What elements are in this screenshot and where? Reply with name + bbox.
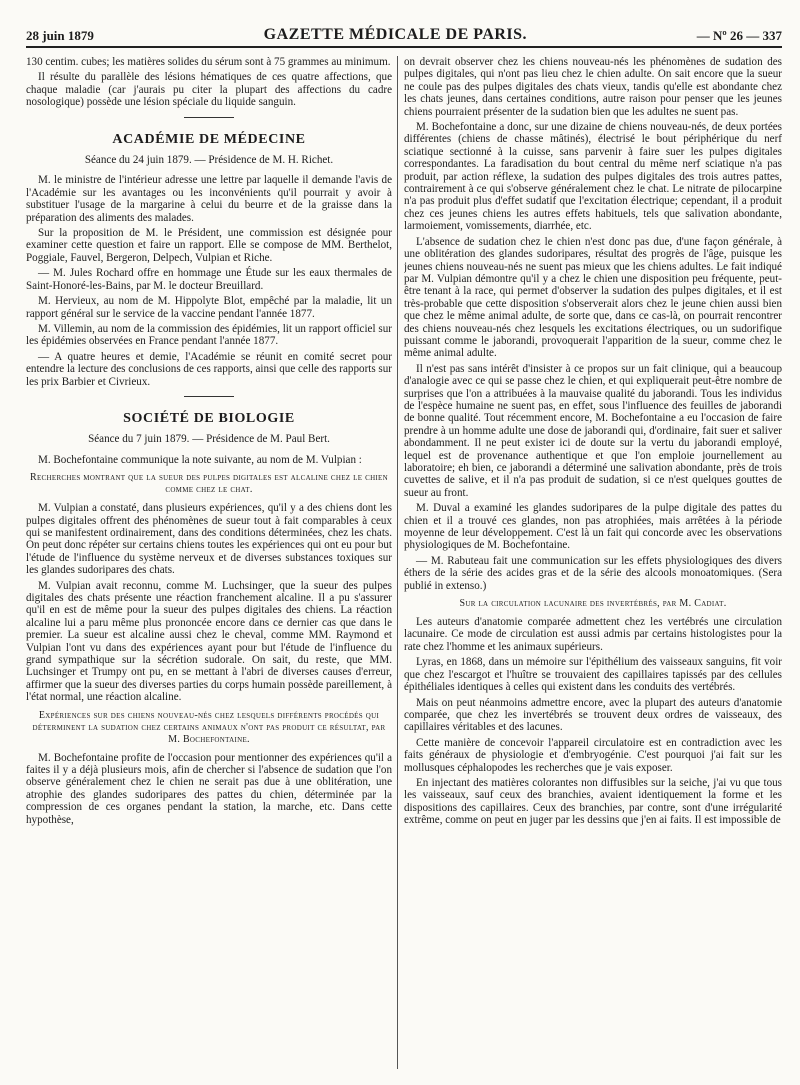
- left-column: [26, 56, 392, 1069]
- section-separator: [184, 117, 234, 118]
- paragraph: M. Vulpian avait reconnu, comme M. Luchsinger, que la sueur des pulpes digitales des chats présente une réaction franchement alcaline. Il a pu s'assurer qu'il en est de même pour la sueur des pulpes digitales des chiens. La réaction alcaline lui a paru même plus prononcée encore dans ce dernier cas que dans le premier. La sueur est alcaline aussi chez le cheval, comme MM. Raymond et Vulpian l'ont vu dans des expériences ayant pour but l'étude de l'influence du grand sympathique sur la sécrétion sudorale. On sait, du reste, que MM. Luchsinger et Trumpy ont pu, en se mettant à l'abri de diverses causes d'erreur, affirmer que la sueur des diverses parties du corps humain possède pareillement, à l'état normal, une réaction alcaline.: [26, 579, 392, 704]
- paragraph: — M. Rabuteau fait une communication sur les effets physiologiques des divers éthers de la série des acides gras et de la série des alcools monoatomiques. (Sera publié in extenso.): [404, 554, 782, 592]
- paragraph: M. le ministre de l'intérieur adresse une lettre par laquelle il demande l'avis de l'Académie sur les avantages ou les inconvénients qu'il pourrait y avoir à substituer l'usage de la margarine à celui du beurre et de la graisse dans la préparation des aliments des malades.: [26, 174, 392, 224]
- paragraph: Lyras, en 1868, dans un mémoire sur l'épithélium des vaisseaux sanguins, fit voir que chez l'escargot et l'huître se trouvaient des capillaires tapissés par des cellules épithéliales identiques à celles qui existent dans les conduits des vertébrés.: [404, 656, 782, 694]
- paragraph: M. Bochefontaine communique la note suivante, au nom de M. Vulpian :: [38, 453, 362, 466]
- paragraph: Cette manière de concevoir l'appareil circulatoire est en contradiction avec les faits généraux de physiologie et d'embryogénie. C'est pourquoi j'ai fait sur les mollusques céphalopodes les recherches que je vais exposer.: [404, 736, 782, 774]
- paragraph: 130 centim. cubes; les matières solides du sérum sont à 75 grammes au minimum.: [26, 56, 391, 68]
- paragraph: M. Vulpian a constaté, dans plusieurs expériences, qu'il y a des chiens dont les pulpes digitales offrent des phénomènes de sueur tout à fait comparables à ceux qui se manifestent ordinairement, dans des conditions déterminées, chez les chats. On peut donc répéter sur certains chiens toutes les expériences qui ont eu pour but l'étude de l'influence du système nerveux et de diverses substances toxiques sur les glandes sudoripares des chats.: [26, 502, 392, 577]
- paragraph: Sur la proposition de M. le Président, une commission est désignée pour examiner cette question et faire un rapport. Elle se compose de MM. Berthelot, Poggiale, Fauvel, Bergeron, Delpech, Vulpian et Riche.: [26, 227, 392, 264]
- paragraph: M. Hervieux, au nom de M. Hippolyte Blot, empêché par la maladie, lit un rapport général sur le service de la vaccine pendant l'année 1877.: [26, 295, 392, 320]
- paragraph: En injectant des matières colorantes non diffusibles sur la seiche, j'ai vu que tous les vaisseaux, sauf ceux des branchies, avaient identiquement la forme et les dispositions des capillaires. Ceux des branchies, par contre, sont d'une irrégularité extrême, comme on peut en juger par les dessins que j'en ai faits. Il est impossible de: [404, 776, 782, 827]
- paragraph: — M. Jules Rochard offre en hommage une Étude sur les eaux thermales de Saint-Honoré-les-Bains, par M. le docteur Breuillard.: [26, 267, 392, 292]
- right-column: [404, 56, 782, 1069]
- column-divider: [397, 56, 398, 1069]
- article-subheading: Recherches montrant que la sueur des pulpes digitales est alcaline chez le chien comme chez le chat.: [30, 472, 388, 496]
- paragraph: Il n'est pas sans intérêt d'insister à ce propos sur un fait clinique, qui a beaucoup d'analogie avec ce qui se passe chez le chien, et qui expliquerait peut-être nombre de surprises que l'on a attribuées à la mauvaise qualité du jaborandi. Tous les individus de l'espèce humaine ne suent pas, en effet, sous l'influence des feuilles de jaborandi de bonne qualité. Tout récemment encore, M. Bochefontaine a eu l'occasion de faire prendre à un homme adulte une dose de jaborandi qui, d'ordinaire, fait suer et saliver abondamment. Il ne peut exister ici de doute sur la vertu du jaborandi employé, lequel est de provenance authentique et que l'on emploie journellement au laboratoire; eh bien, ce jaborandi a déterminé une salivation abondante, près de trois cuvettes de salive, et il n'a pas produit de sudation, si ce n'est quelques gouttes de sueur au front.: [404, 362, 782, 499]
- paragraph: Il résulte du parallèle des lésions hématiques de ces quatre affections, que chaque maladie (car j'aurais pu citer la plupart des affections du cadre nosologique) possède une lésion spéciale du liquide sanguin.: [26, 71, 392, 109]
- issue-page-number: — Nº 26 — 337: [696, 28, 782, 43]
- header-date: 28 juin 1879: [26, 28, 94, 43]
- paragraph: on devrait observer chez les chiens nouveau-nés les phénomènes de sudation des pulpes digitales, qui n'ont pas lieu chez le chien adulte. On sait encore que la sueur ne coule pas des pulpes digitales des chats vieux, tandis qu'elle est abondante chez les chats jeunes, dans certaines conditions, autre raison pour penser que les jeunes chiens pourraient présenter de la sudation bien que les adultes ne suent pas.: [404, 56, 782, 118]
- paragraph: — A quatre heures et demie, l'Académie se réunit en comité secret pour entendre la lecture des conclusions de ces rapports, ainsi que celle des rapports sur les prix Barbier et Civrieux.: [26, 350, 392, 388]
- journal-title: GAZETTE MÉDICALE DE PARIS.: [263, 26, 528, 43]
- paragraph: Mais on peut néanmoins admettre encore, avec la plupart des auteurs d'anatomie comparée, que chez les invertébrés se trouvent deux ordres de vaisseaux, des capillaires véritables et des lacunes.: [404, 696, 782, 734]
- paragraph: M. Bochefontaine profite de l'occasion pour mentionner des expériences qu'il a faites il y a déjà plusieurs mois, afin de chercher si l'absence de sudation que l'on observe généralement chez le chien ne serait pas due à une oblitération, une atrophie des glandes sudoripares des pattes du chien, déterminée par la compression de ces organes pendant la station, la marche, etc. Dans cette hypothèse,: [26, 751, 392, 826]
- paragraph: M. Duval a examiné les glandes sudoripares de la pulpe digitale des pattes du chien et il a trouvé ces glandes, non pas atrophiées, mais arrêtées à la période moyenne de leur développement. C'est là un fait qui concorde avec les observations physiologiques de M. Bochefontaine.: [404, 502, 782, 552]
- session-line: Séance du 7 juin 1879. — Présidence de M. Paul Bert.: [88, 433, 330, 446]
- section-title-biologie: SOCIÉTÉ DE BIOLOGIE: [123, 410, 295, 426]
- paragraph: M. Bochefontaine a donc, sur une dizaine de chiens nouveau-nés, de deux portées différentes (chiens de chasse mâtinés), électrisé le bout périphérique du nerf sciatique sectionné à la cuisse, sans parvenir à faire suer les pulpes digitales correspondantes. La faradisation du bout central du même nerf sciatique n'a pas produit, par action réflexe, la sudation des pulpes digitales des trois autres pattes, contrairement à ce qui s'observe généralement chez le chat. Le nitrate de pilocarpine n'a pas produit plus d'effet sudatif que l'excitation électrique; cependant, il a produit chez ces jeunes chiens les autres effets habituels, tels que salivation abondante, larmoiement, vomissements, diarrhée, etc.: [404, 121, 782, 233]
- paragraph: Les auteurs d'anatomie comparée admettent chez les vertébrés une circulation lacunaire. Ce mode de circulation est aussi admis par certains histologistes pour la rate chez l'homme et les animaux supérieurs.: [404, 616, 782, 653]
- section-title-academie: ACADÉMIE DE MÉDECINE: [112, 131, 306, 147]
- paragraph: L'absence de sudation chez le chien n'est donc pas due, d'une façon générale, à une oblitération des glandes sudoripares, résultat des progrès de l'âge, puisque les jeunes chiens nouveau-nés ne suent pas mieux que les chiens adultes. Le fait indiqué par M. Vulpian démontre qu'il y a chez le chien une disposition peu fréquente, peut-être tenant à la race, qui permet d'observer la sudation des pulpes digitales, et il est très-probable que cette disposition s'observerait alors chez le jeune chien aussi bien que chez le même animal adulte, de sorte que, dans ce cas-là, on pourrait rencontrer des chiens nouveau-nés chez lesquels les excitations électriques, ou un sudorifique puissant comme le jaborandi, provoquerait l'apparition de la sueur, comme chez le même animal adulte.: [404, 235, 782, 360]
- session-line: Séance du 24 juin 1879. — Présidence de M. H. Richet.: [84, 154, 334, 167]
- article-subheading: Expériences sur des chiens nouveau-nés chez lesquels différents procédés qui déterminent la sudation chez certains animaux n'ont pas produit ce résultat, par M. Bochefontaine.: [32, 709, 386, 745]
- paragraph: M. Villemin, au nom de la commission des épidémies, lit un rapport officiel sur les épidémies observées en France pendant l'année 1877.: [26, 322, 392, 348]
- page-header: [26, 14, 782, 48]
- article-subheading: Sur la circulation lacunaire des invertébrés, par M. Cadiat.: [459, 598, 727, 610]
- section-separator: [184, 396, 234, 397]
